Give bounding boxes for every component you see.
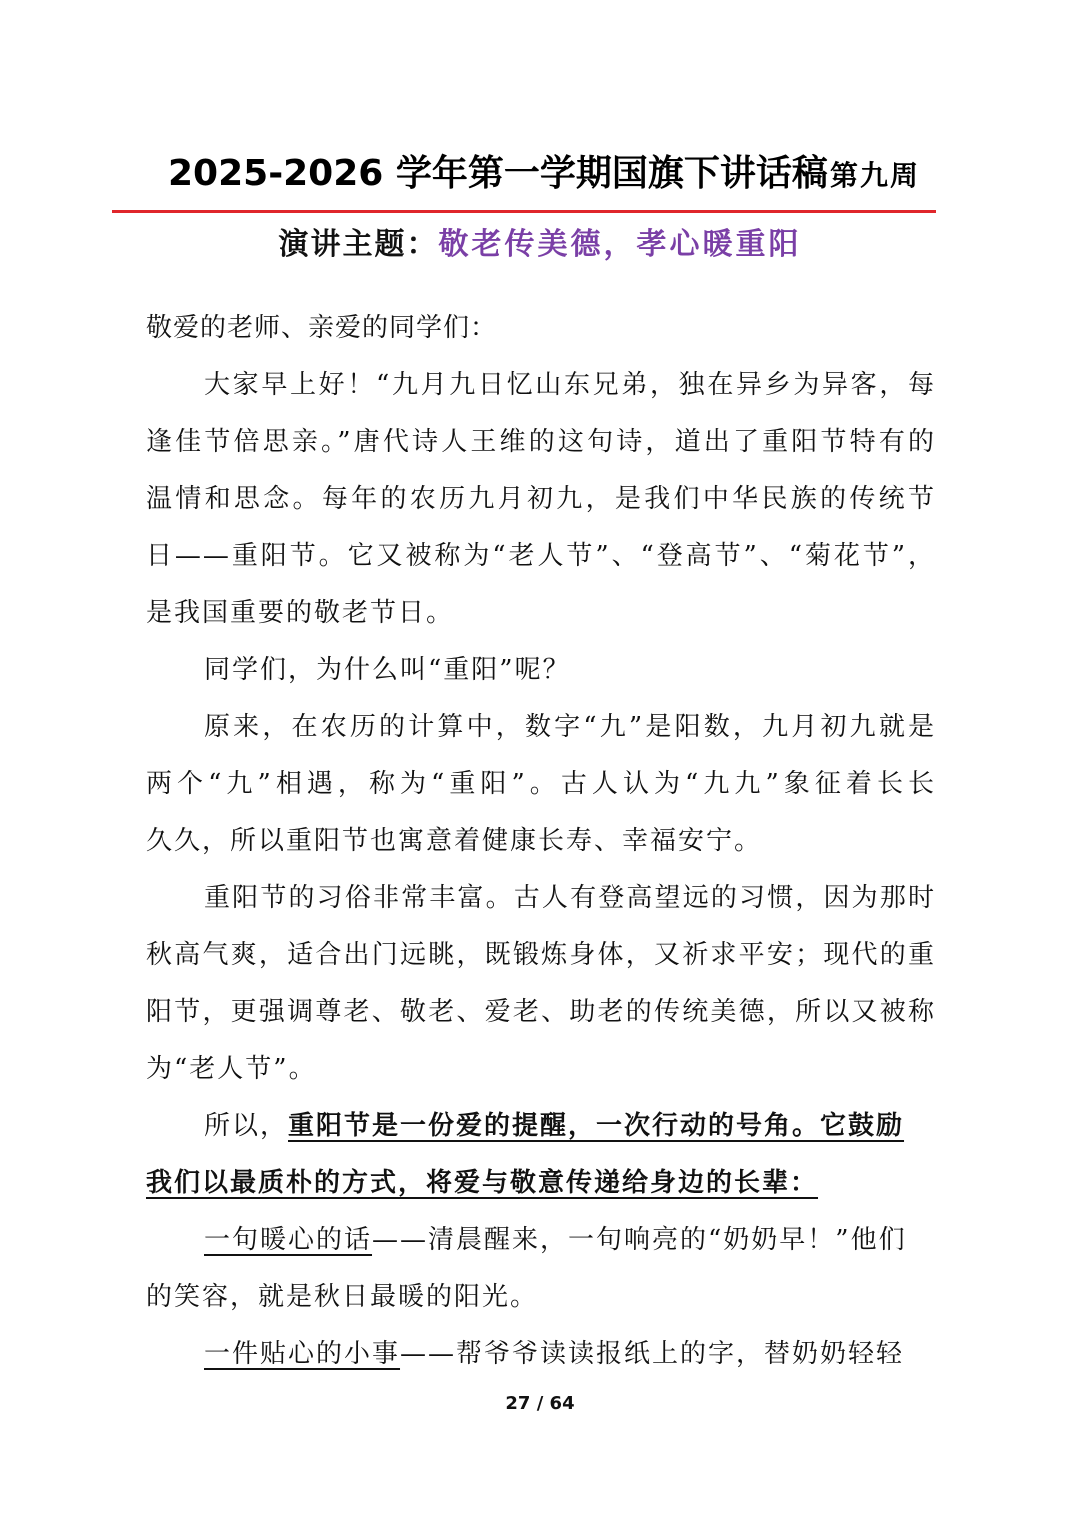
paragraph-line: 大家早上好！“九月九日忆山东兄弟，独在异乡为异客，每 <box>204 370 936 400</box>
item-label: 一句暖心的话 <box>204 1225 373 1255</box>
emphasis-paragraph-line <box>146 1098 936 1155</box>
paragraph-lead: 所以， <box>204 1111 289 1141</box>
item-text: ——帮爷爷读读报纸上的字，替奶奶轻轻 <box>400 1339 905 1369</box>
emphasis-paragraph-line <box>146 1155 936 1212</box>
emphasis-text: 我们以最质朴的方式，将爱与敬意传递给身边的长辈： <box>146 1168 819 1198</box>
theme-text: 敬老传美德，孝心暖重阳 <box>438 227 802 262</box>
item-label: 一件贴心的小事 <box>204 1339 401 1369</box>
paragraph-line: 的笑容，就是秋日最暖的阳光。 <box>146 1282 539 1312</box>
paragraph-line: 温情和思念。每年的农历九月初九，是我们中华民族的传统节 <box>146 484 936 514</box>
paragraph-line: 是我国重要的敬老节日。 <box>146 598 455 628</box>
theme-label: 演讲主题： <box>278 227 439 262</box>
emphasis-text: 重阳节是一份爱的提醒，一次行动的号角。它鼓励 <box>288 1111 905 1141</box>
salutation: 敬爱的老师、亲爱的同学们： <box>146 313 498 343</box>
list-item-small-deed <box>146 1326 936 1383</box>
title-divider <box>112 210 936 213</box>
paragraph-line: 两个“九”相遇，称为“重阳”。古人认为“九九”象征着长长 <box>146 769 936 799</box>
week-label: 第九周 <box>830 159 921 192</box>
document-title: 2025-2026 学年第一学期国旗下讲话稿 <box>168 153 828 194</box>
paragraph-line: 久久，所以重阳节也寓意着健康长寿、幸福安宁。 <box>146 826 763 856</box>
paragraph-line: 日——重阳节。它又被称为“老人节”、“登高节”、“菊花节”， <box>146 541 936 571</box>
paragraph-line: 重阳节的习俗非常丰富。古人有登高望远的习惯，因为那时 <box>204 883 936 913</box>
speech-theme <box>0 224 1080 266</box>
paragraph-line: 原来，在农历的计算中，数字“九”是阳数，九月初九就是 <box>204 712 936 742</box>
list-item-warm-words <box>146 1212 936 1269</box>
header <box>112 148 936 204</box>
paragraph-line: 阳节，更强调尊老、敬老、爱老、助老的传统美德，所以又被称 <box>146 997 936 1027</box>
page-number: 27 / 64 <box>505 1393 575 1414</box>
item-text: ——清晨醒来，一句响亮的“奶奶早！”他们 <box>372 1225 907 1255</box>
paragraph-line: 秋高气爽，适合出门远眺，既锻炼身体，又祈求平安；现代的重 <box>146 940 936 970</box>
speech-body <box>146 300 936 1383</box>
paragraph-line: 逢佳节倍思亲。”唐代诗人王维的这句诗，道出了重阳节特有的 <box>146 427 936 457</box>
paragraph-line: 为“老人节”。 <box>146 1054 317 1084</box>
paragraph-line: 同学们，为什么叫“重阳”呢？ <box>204 655 571 685</box>
